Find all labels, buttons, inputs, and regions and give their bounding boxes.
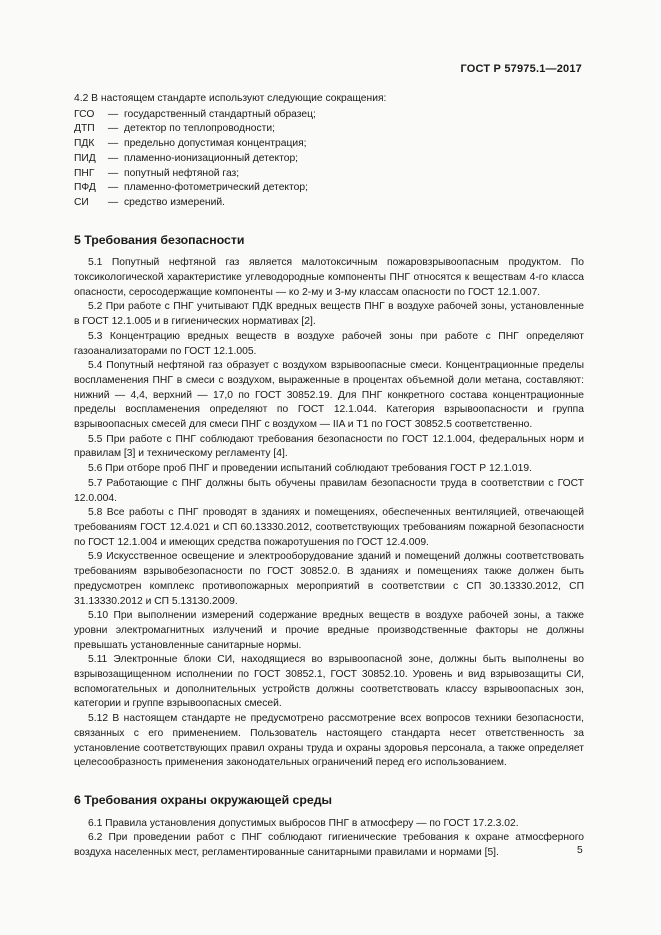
paragraph-5-9: 5.9 Искусственное освещение и электрооборудование зданий и помещений должны соответствовать требованиям взрывобезопасности по ГОСТ 30852.0. В зданиях и помещениях также должен быть предусмотрен комплекс противопожарных мероприятий в соответствии с СП 30.13330.2012, СП 31.13330.2012 и СП 5.13130.2009. — [74, 551, 584, 607]
abbreviation-text: государственный стандартный образец; — [124, 108, 316, 120]
document-header: ГОСТ Р 57975.1—2017 — [460, 63, 582, 75]
paragraph-5-6: 5.6 При отборе проб ПНГ и проведении испытаний соблюдают требования ГОСТ Р 12.1.019. — [88, 463, 532, 475]
abbreviation-text: попутный нефтяной газ; — [124, 167, 240, 179]
abbreviation-item — [74, 167, 584, 182]
paragraph-5-1: 5.1 Попутный нефтяной газ является малотоксичным пожаровзрывоопасным продуктом. По токсикологической характеристике углеводородные компоненты ПНГ относятся к веществам 4-го класса опасности, серосодержащие компоненты — ко 2-му и 3-му классам опасности по ГОСТ 12.1.007. — [74, 257, 584, 298]
paragraph-5-11: 5.11 Электронные блоки СИ, находящиеся во взрывоопасной зоне, должны быть выполнены во взрывозащищенном исполнении по ГОСТ 30852.1, ГОСТ 30852.10. Уровень и вид взрывозащиты СИ, вспомогательных и дополнительных устройств должны соответствовать классу взрывоопасных зон, категории и группе взрывоопасных смесей. — [74, 654, 584, 710]
abbreviation-code: ПФД — [74, 182, 96, 194]
page-content — [74, 92, 584, 861]
paragraph-5-10: 5.10 При выполнении измерений содержание вредных веществ в воздухе рабочей зоны, а также уровни электромагнитных излучений и прочие вредные производственные факторы не должны превышать установленные санитарные нормы. — [74, 610, 584, 651]
abbreviation-item — [74, 122, 584, 137]
abbreviation-text: предельно допустимая концентрация; — [124, 138, 307, 150]
page-number: 5 — [577, 845, 583, 856]
paragraph-5-3: 5.3 Концентрацию вредных веществ в воздухе рабочей зоны при работе с ПНГ определяют газоанализаторами по ГОСТ 12.1.005. — [74, 330, 584, 357]
abbreviation-text: пламенно-фотометрический детектор; — [124, 182, 308, 194]
abbreviation-code: ПДК — [74, 138, 95, 150]
abbreviation-item — [74, 196, 584, 211]
abbreviations-intro: 4.2 В настоящем стандарте используют следующие сокращения: — [74, 93, 387, 104]
section-6-heading: 6 Требования охраны окружающей среды — [74, 792, 333, 807]
abbreviation-dash: — — [107, 123, 119, 135]
abbreviation-item — [74, 108, 584, 123]
abbreviation-item — [74, 152, 584, 167]
abbreviation-dash: — — [107, 108, 119, 120]
paragraph-5-7: 5.7 Работающие с ПНГ должны быть обучены правилам безопасности труда в соответствии с ГОСТ 12.0.004. — [74, 477, 584, 504]
abbreviation-code: ПИД — [74, 152, 96, 164]
paragraph-6-2: 6.2 При проведении работ с ПНГ соблюдают гигиенические требования к охране атмосферного воздуха населенных мест, регламентированные санитарными правилами и нормами [5]. — [74, 832, 584, 859]
abbreviation-dash: — — [107, 182, 119, 194]
abbreviation-code: СИ — [74, 196, 89, 208]
abbreviation-dash: — — [107, 152, 119, 164]
section-5-heading: 5 Требования безопасности — [74, 232, 245, 247]
abbreviation-item — [74, 137, 584, 152]
abbreviation-item — [74, 181, 584, 196]
abbreviation-dash: — — [107, 138, 119, 150]
paragraph-6-1: 6.1 Правила установления допустимых выбросов ПНГ в атмосферу — по ГОСТ 17.2.3.02. — [88, 817, 519, 829]
abbreviation-code: ГСО — [74, 108, 95, 120]
abbreviation-code: ДТП — [74, 123, 95, 135]
paragraph-5-4: 5.4 Попутный нефтяной газ образует с воздухом взрывоопасные смеси. Концентрационные пределы воспламенения ПНГ в смеси с воздухом, выраженные в процентах объемной доли метана, составляют: нижний — 4,4, верхний — 17,0 по ГОСТ 30852.19. Для ПНГ конкретного состава концентрационные пределы воспламенения определяют по ГОСТ 12.1.044. Категория взрывоопасности и группа взрывоопасных смесей для смеси ПНГ с воздухом — IIA и T1 по ГОСТ 30852.5 соответственно. — [74, 360, 584, 431]
abbreviation-dash: — — [107, 167, 119, 179]
abbreviations-list — [74, 108, 584, 211]
abbreviation-text: пламенно-ионизационный детектор; — [124, 152, 299, 164]
abbreviation-dash: — — [107, 196, 119, 208]
paragraph-5-5: 5.5 При работе с ПНГ соблюдают требования безопасности по ГОСТ 12.1.004, федеральных норм и правилам [3] и техническому регламенту [4]. — [74, 433, 584, 460]
abbreviation-text: детектор по теплопроводности; — [124, 123, 275, 135]
abbreviation-code: ПНГ — [74, 167, 95, 179]
paragraph-5-12: 5.12 В настоящем стандарте не предусмотрено рассмотрение всех вопросов техники безопасности, связанных с его применением. Пользователь настоящего стандарта несет ответственность за установление соответствующих правил охраны труда и охраны здоровья персонала, а также определяет целесообразность применения законодательных ограничений перед его использованием. — [74, 713, 584, 769]
paragraph-5-2: 5.2 При работе с ПНГ учитывают ПДК вредных веществ ПНГ в воздухе рабочей зоны, установленные в ГОСТ 12.1.005 и в гигиенических нормативах [2]. — [74, 301, 584, 328]
paragraph-5-8: 5.8 Все работы с ПНГ проводят в зданиях и помещениях, обеспеченных вентиляцией, отвечающей требованиям ГОСТ 12.4.021 и СП 60.13330.2012, соответствующих требованиям пожарной безопасности по ГОСТ 12.1.004 и имеющих средства пожаротушения по ГОСТ 12.4.009. — [74, 507, 584, 548]
abbreviation-text: средство измерений. — [124, 196, 225, 208]
